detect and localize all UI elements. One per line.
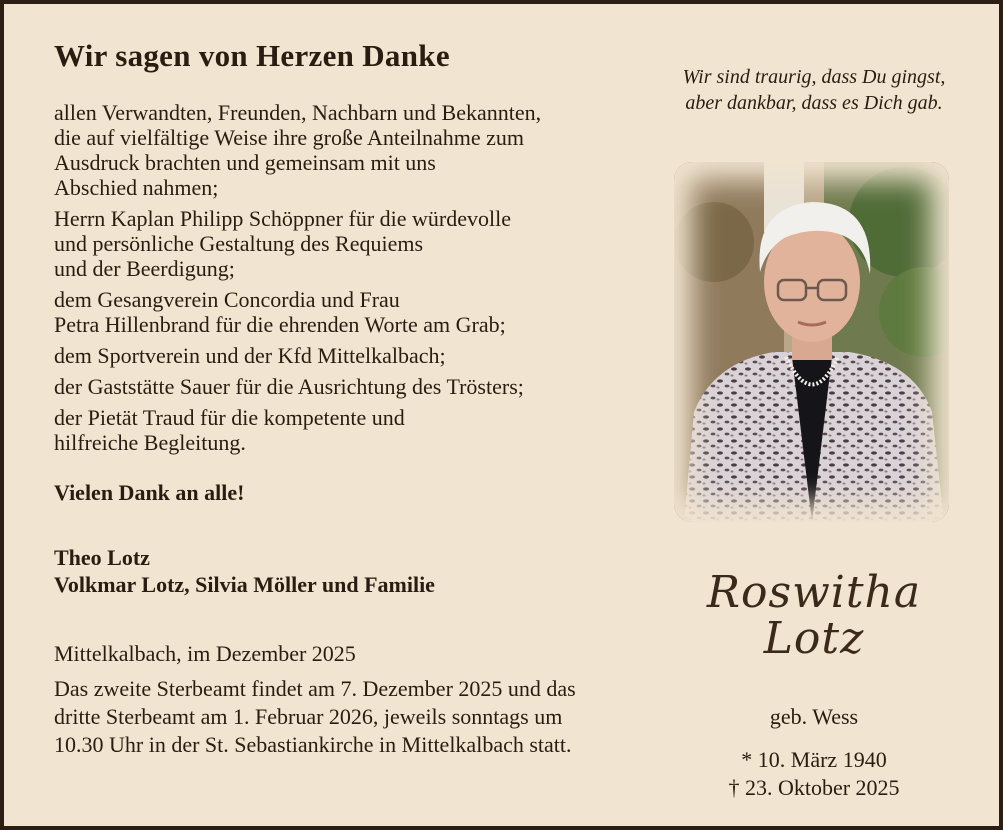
thanks-paragraph-5 [54, 374, 694, 399]
page-title: Wir sagen von Herzen Danke [54, 38, 450, 73]
closing-line: Vielen Dank an alle! [54, 480, 245, 505]
text-line: Abschied nahmen; [54, 175, 219, 200]
text-line: Petra Hillenbrand für die ehrenden Worte am Grab; [54, 312, 506, 337]
signatories [54, 544, 694, 598]
memorial-motto [644, 64, 984, 116]
thank-you-column [54, 38, 694, 759]
first-name: Roswitha [706, 567, 922, 618]
deceased-name [644, 567, 984, 664]
text-line: dem Sportverein und der Kfd Mittelkalbach; [54, 343, 446, 368]
signatory: Volkmar Lotz, Silvia Möller und Familie [54, 572, 435, 597]
birth-date: * 10. März 1940 [741, 747, 887, 772]
thanks-paragraph-1 [54, 100, 694, 200]
text-line: der Gaststätte Sauer für die Ausrichtung des Trösters; [54, 374, 524, 399]
text-line: hilfreiche Begleitung. [54, 430, 246, 455]
thanks-paragraph-2 [54, 206, 694, 281]
text-line: Das zweite Sterbeamt findet am 7. Dezember 2025 und das [54, 676, 576, 701]
portrait-illustration [674, 162, 949, 522]
thanks-paragraph-6 [54, 405, 694, 455]
death-date: † 23. Oktober 2025 [728, 775, 900, 800]
thanks-paragraph-3 [54, 287, 694, 337]
text-line: und der Beerdigung; [54, 256, 235, 281]
text-line: die auf vielfältige Weise ihre große Anteilnahme zum [54, 125, 525, 150]
birth-name: geb. Wess [769, 704, 859, 729]
text-line: Ausdruck brachten und gemeinsam mit uns [54, 150, 436, 175]
text-line: 10.30 Uhr in der St. Sebastiankirche in Mittelkalbach statt. [54, 732, 572, 757]
portrait-photo [674, 162, 949, 522]
text-line: Herrn Kaplan Philipp Schöppner für die würdevolle [54, 206, 511, 231]
thanks-paragraph-4 [54, 343, 694, 368]
motto-line: Wir sind traurig, dass Du gingst, [682, 66, 946, 88]
last-name: Lotz [763, 613, 865, 664]
text-line: dem Gesangverein Concordia und Frau [54, 287, 400, 312]
place-date: Mittelkalbach, im Dezember 2025 [54, 641, 356, 666]
text-line: und persönliche Gestaltung des Requiems [54, 231, 424, 256]
text-line: allen Verwandten, Freunden, Nachbarn und Bekannten, [54, 100, 542, 125]
signatory: Theo Lotz [54, 545, 150, 570]
memorial-notice [54, 675, 694, 759]
life-dates [644, 746, 984, 802]
text-line: dritte Sterbeamt am 1. Februar 2026, jeweils sonntags um [54, 704, 563, 729]
text-line: der Pietät Traud für die kompetente und [54, 405, 405, 430]
motto-line: aber dankbar, dass es Dich gab. [685, 92, 943, 114]
